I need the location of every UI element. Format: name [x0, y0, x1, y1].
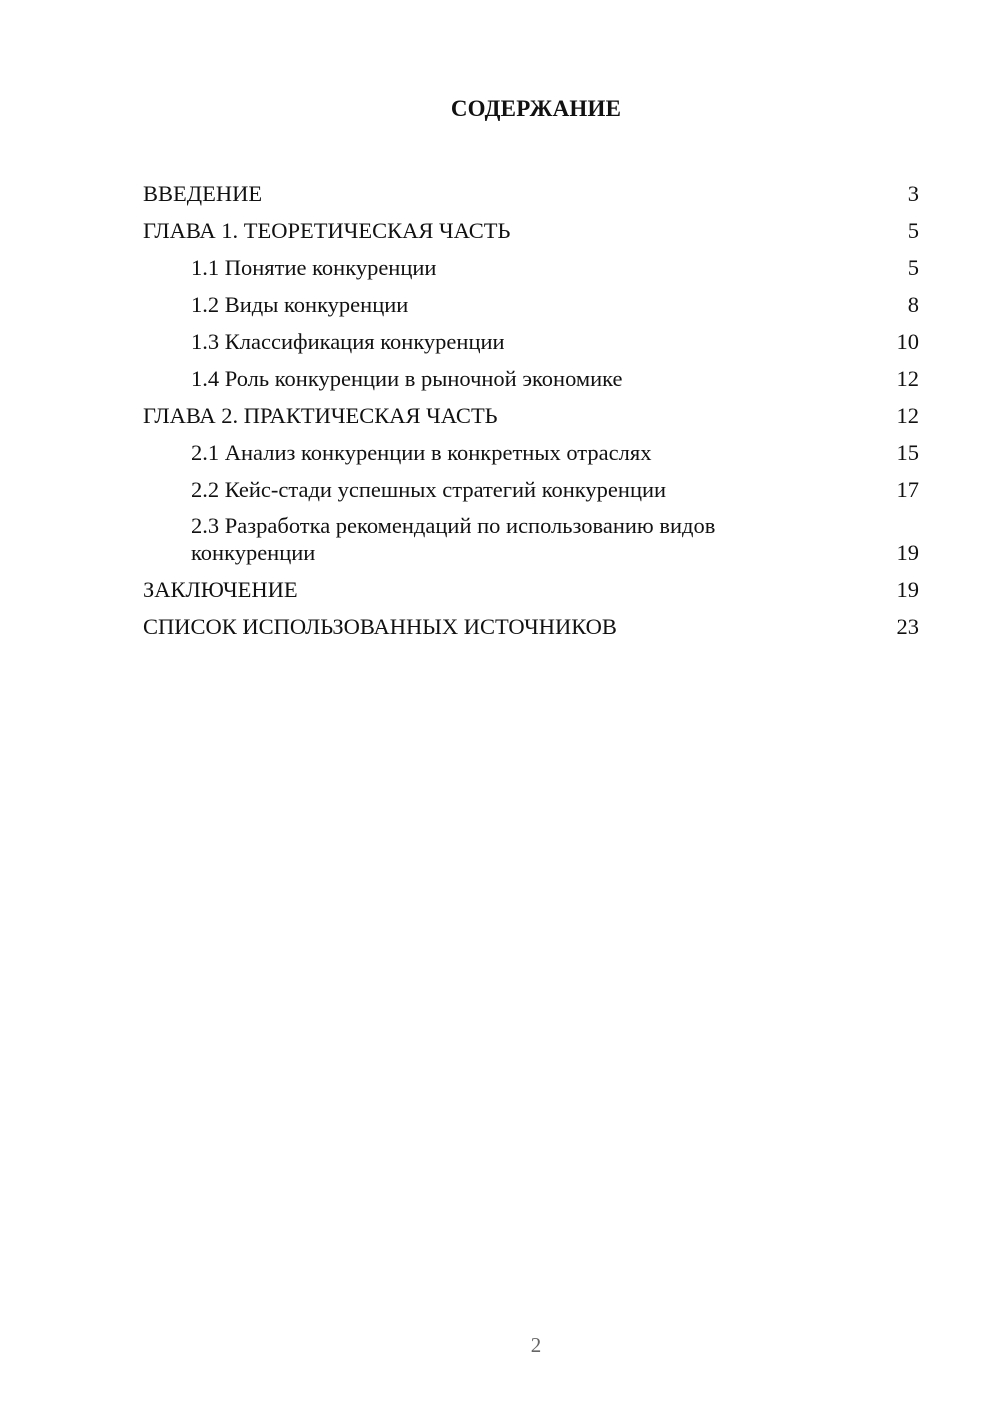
toc-entry-page: 23: [896, 614, 919, 639]
toc-entry-section-1-3[interactable]: [143, 318, 919, 355]
toc-entry-references[interactable]: [143, 603, 919, 640]
toc-entry-section-2-1[interactable]: [143, 429, 919, 466]
toc-entry-section-2-3[interactable]: [143, 503, 919, 566]
page-number: 2: [530, 1333, 542, 1357]
table-of-contents: [143, 170, 919, 640]
toc-entry-page: 17: [896, 477, 919, 502]
toc-entry-page: 5: [907, 218, 919, 243]
toc-entry-label: 2.2 Кейс-стади успешных стратегий конкуренции: [191, 477, 667, 502]
toc-entry-section-2-2[interactable]: [143, 466, 919, 503]
toc-entry-page: 15: [896, 440, 919, 465]
toc-entry-label: 1.2 Виды конкуренции: [191, 292, 409, 317]
toc-entry-introduction[interactable]: [143, 170, 919, 207]
toc-entry-page: 10: [896, 329, 919, 354]
toc-entry-page: 8: [907, 292, 919, 317]
toc-entry-page: 19: [896, 540, 919, 565]
toc-entry-label: ВВЕДЕНИЕ: [143, 181, 263, 206]
toc-entry-conclusion[interactable]: [143, 566, 919, 603]
toc-entry-section-1-2[interactable]: [143, 281, 919, 318]
toc-entry-label: ГЛАВА 1. ТЕОРЕТИЧЕСКАЯ ЧАСТЬ: [143, 218, 511, 243]
toc-entry-chapter-1[interactable]: [143, 207, 919, 244]
toc-entry-label: 1.1 Понятие конкуренции: [191, 255, 437, 280]
toc-entry-label: 1.4 Роль конкуренции в рыночной экономике: [191, 366, 623, 391]
toc-entry-label: 2.3 Разработка рекомендаций по использованию видов конкуренции: [191, 513, 716, 565]
toc-entry-label: 2.1 Анализ конкуренции в конкретных отраслях: [191, 440, 652, 465]
toc-entry-page: 3: [907, 181, 919, 206]
toc-entry-page: 12: [896, 366, 919, 391]
toc-entry-section-1-1[interactable]: [143, 244, 919, 281]
toc-entry-page: 12: [896, 403, 919, 428]
toc-entry-section-1-4[interactable]: [143, 355, 919, 392]
toc-entry-label: 1.3 Классификация конкуренции: [191, 329, 505, 354]
toc-entry-chapter-2[interactable]: [143, 392, 919, 429]
toc-entry-label: ГЛАВА 2. ПРАКТИЧЕСКАЯ ЧАСТЬ: [143, 403, 498, 428]
toc-entry-label: ЗАКЛЮЧЕНИЕ: [143, 577, 298, 602]
page-title: СОДЕРЖАНИЕ: [450, 96, 622, 121]
toc-entry-page: 19: [896, 577, 919, 602]
toc-entry-page: 5: [907, 255, 919, 280]
toc-entry-label: СПИСОК ИСПОЛЬЗОВАННЫХ ИСТОЧНИКОВ: [143, 614, 617, 639]
